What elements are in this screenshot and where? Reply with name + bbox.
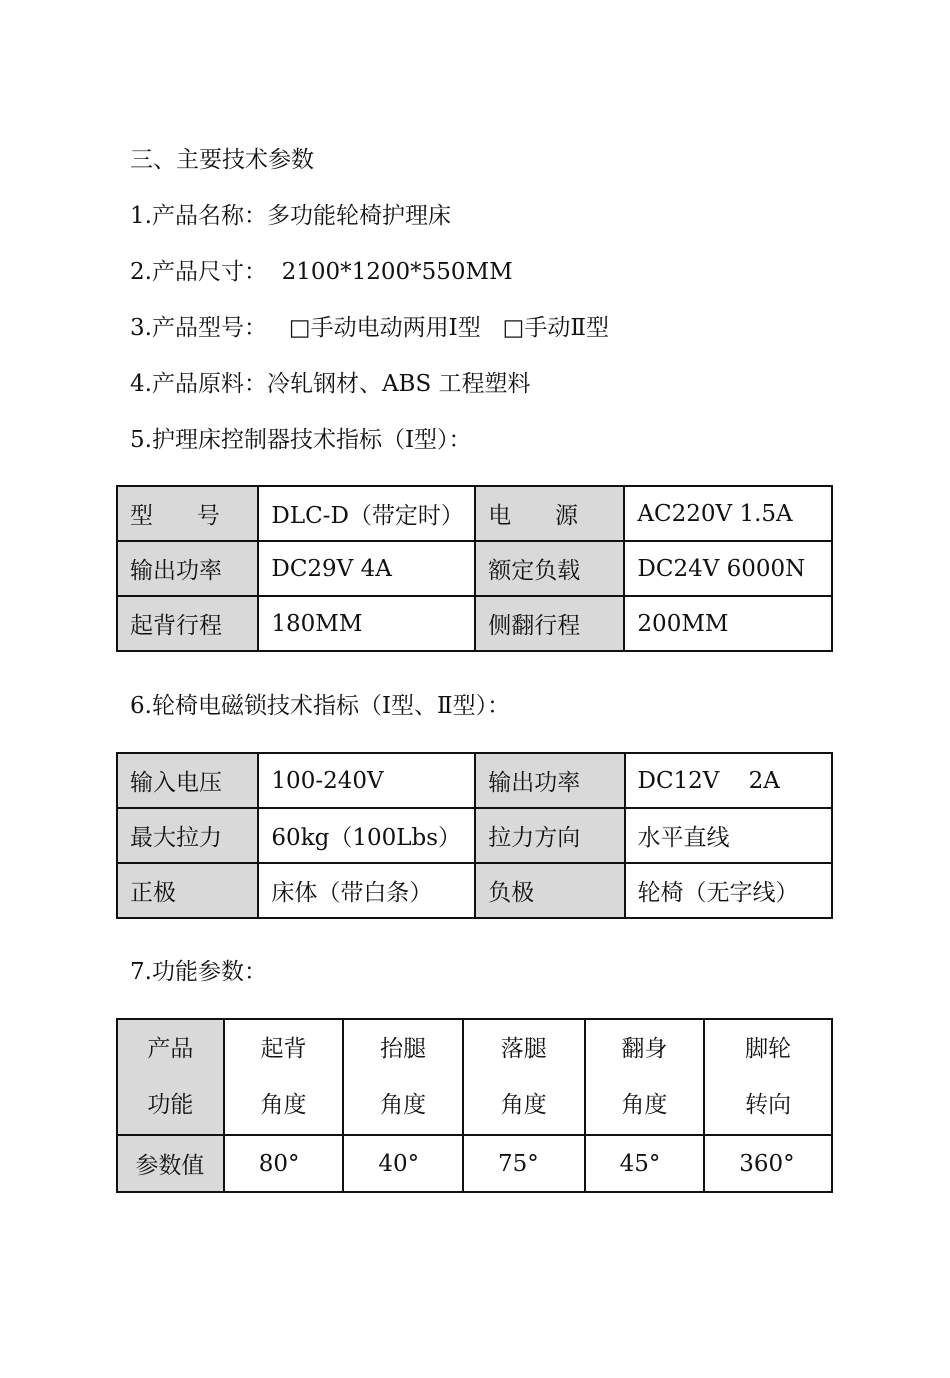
table-row xyxy=(117,753,832,808)
header-line: 角度 xyxy=(621,1092,668,1118)
table-cell: 轮椅（无字线） xyxy=(625,863,833,918)
table-cell: 45° xyxy=(585,1135,705,1192)
function-spec-title: 7.功能参数： xyxy=(130,959,267,985)
table-row xyxy=(117,486,832,541)
table-cell: 100-240V xyxy=(258,753,475,808)
table-cell: DC12V 2A xyxy=(625,753,833,808)
controller-spec-title: 5.护理床控制器技术指标（Ⅰ型）： xyxy=(130,427,472,453)
table-row xyxy=(117,541,832,596)
lock-spec-title: 6.轮椅电磁锁技术指标（Ⅰ型、Ⅱ型）： xyxy=(130,693,511,719)
table-header-cell xyxy=(704,1019,832,1135)
table-cell: 正极 xyxy=(117,863,258,918)
table-cell: 输出功率 xyxy=(475,753,624,808)
table-cell: 参数值 xyxy=(117,1135,224,1192)
item-product-material: 4.产品原料：冷轧钢材、ABS 工程塑料 xyxy=(130,371,531,397)
table-cell: AC220V 1.5A xyxy=(624,486,832,541)
table-cell: 型 号 xyxy=(117,486,258,541)
table-row xyxy=(117,1135,832,1192)
lock-spec-table xyxy=(116,752,833,919)
header-line: 脚轮 xyxy=(745,1036,792,1062)
table-row xyxy=(117,596,832,651)
table-cell: 拉力方向 xyxy=(475,808,624,863)
table-cell: 40° xyxy=(343,1135,463,1192)
section-title: 三、主要技术参数 xyxy=(130,147,314,173)
item-product-model: 3.产品型号： □手动电动两用Ⅰ型 □手动Ⅱ型 xyxy=(130,315,609,341)
table-cell: 水平直线 xyxy=(625,808,833,863)
table-header-cell xyxy=(224,1019,344,1135)
table-cell: 负极 xyxy=(475,863,624,918)
header-line: 功能 xyxy=(147,1092,194,1118)
header-line: 起背 xyxy=(260,1036,307,1062)
table-cell: 床体（带白条） xyxy=(258,863,475,918)
table-cell: DLC-D（带定时） xyxy=(258,486,475,541)
header-line: 产品 xyxy=(147,1036,194,1062)
header-line: 抬腿 xyxy=(380,1036,427,1062)
item-product-size: 2.产品尺寸： 2100*1200*550MM xyxy=(130,259,513,285)
table-cell: 60kg（100Lbs） xyxy=(258,808,475,863)
header-line: 转向 xyxy=(745,1092,792,1118)
table-cell: DC29V 4A xyxy=(258,541,475,596)
table-cell: DC24V 6000N xyxy=(624,541,832,596)
table-header-cell xyxy=(585,1019,705,1135)
controller-spec-table xyxy=(116,485,833,652)
table-cell: 200MM xyxy=(624,596,832,651)
table-cell: 75° xyxy=(463,1135,585,1192)
header-line: 角度 xyxy=(380,1092,427,1118)
table-row xyxy=(117,863,832,918)
table-cell: 180MM xyxy=(258,596,475,651)
table-header-cell xyxy=(343,1019,463,1135)
table-row xyxy=(117,808,832,863)
table-cell: 额定负载 xyxy=(475,541,624,596)
table-header-cell xyxy=(117,1019,224,1135)
table-cell: 360° xyxy=(704,1135,832,1192)
table-cell: 输出功率 xyxy=(117,541,258,596)
table-cell: 侧翻行程 xyxy=(475,596,624,651)
table-cell: 起背行程 xyxy=(117,596,258,651)
header-line: 翻身 xyxy=(621,1036,668,1062)
table-cell: 输入电压 xyxy=(117,753,258,808)
item-product-name: 1.产品名称：多功能轮椅护理床 xyxy=(130,203,451,229)
table-header-cell xyxy=(463,1019,585,1135)
table-row xyxy=(117,1019,832,1135)
table-cell: 最大拉力 xyxy=(117,808,258,863)
header-line: 落腿 xyxy=(500,1036,547,1062)
header-line: 角度 xyxy=(500,1092,547,1118)
table-cell: 80° xyxy=(224,1135,344,1192)
function-spec-table xyxy=(116,1018,833,1193)
header-line: 角度 xyxy=(260,1092,307,1118)
table-cell: 电 源 xyxy=(475,486,624,541)
